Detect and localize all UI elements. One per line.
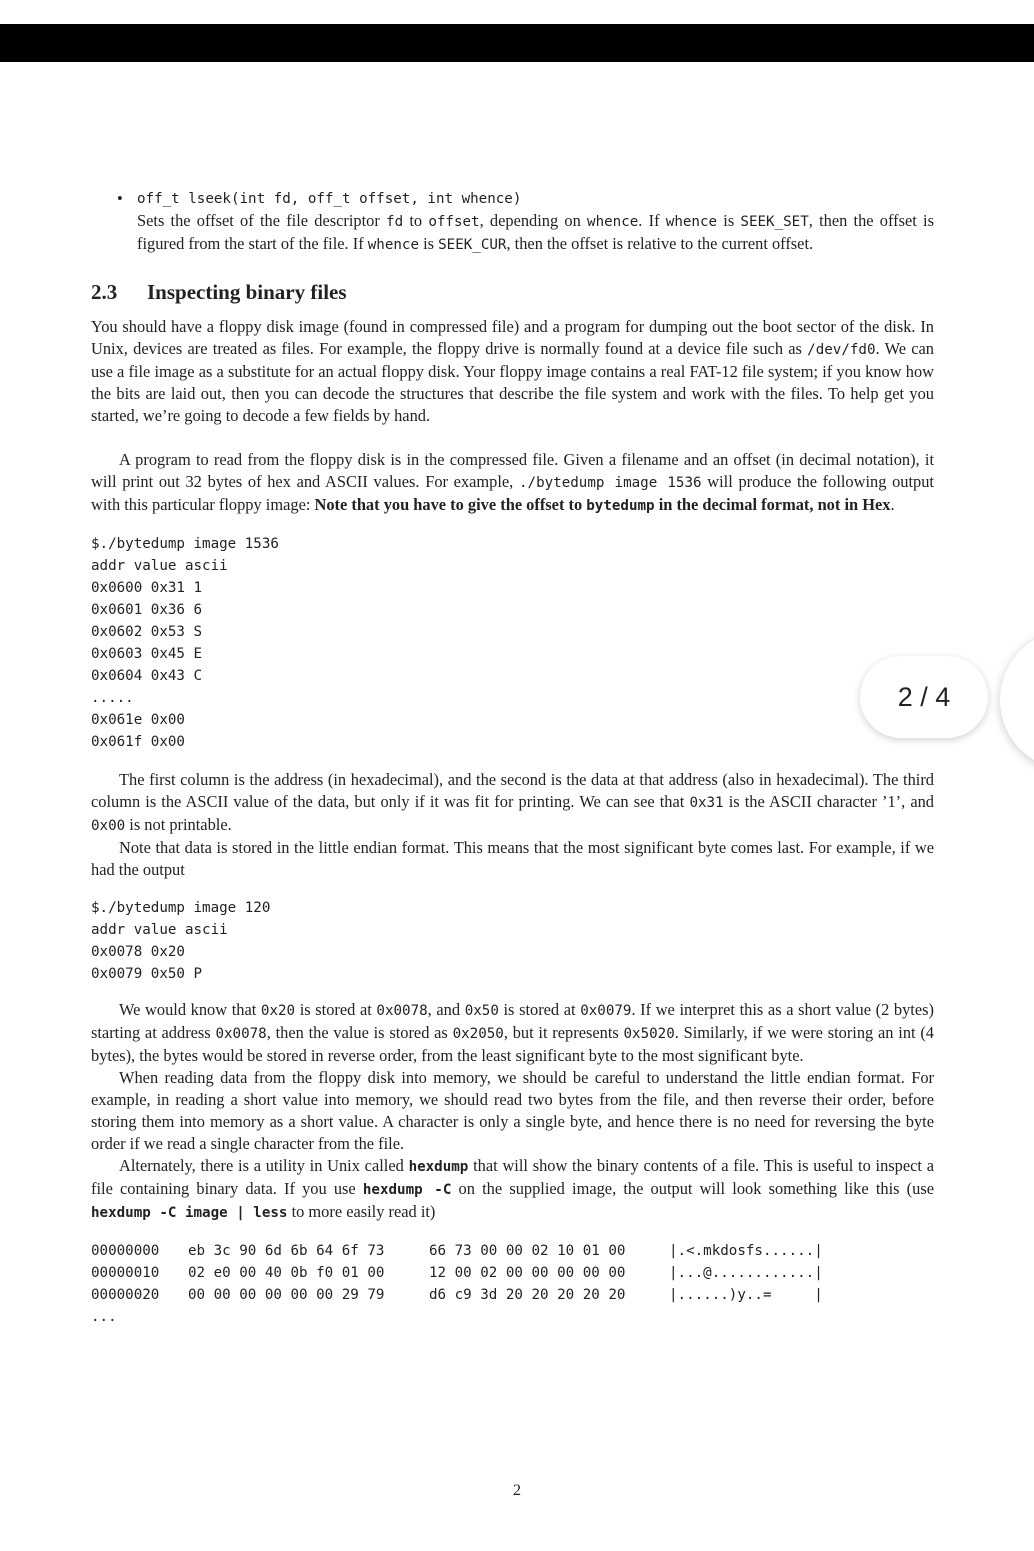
lseek-description [137,210,934,256]
text-run: When reading data from the floppy disk into memory, we should be careful to understand the little endian format. For example, in reading a short value into memory, we should read two bytes from the file, and then reverse their order, before storing them into memory as a short value. A character is only a single byte, and hence there is no need for reversing the byte order if we read a single character from the file. [91,1068,934,1153]
text-run: is [717,211,741,230]
inline-code: 0x50 [464,1003,499,1019]
text-run: , but it represents [503,1023,624,1042]
top-bar-gap [0,0,1034,24]
paragraph-5 [91,999,934,1067]
hexdump-ellipsis: ... [91,1309,117,1325]
text-run: is stored at [498,1000,581,1019]
text-run: We would know that [119,1000,261,1019]
text-run: The first column is the address (in hexadecimal), and the second is the data at that address (also in hexadecimal). The third column is the ASCII value of the data, but only if it was fit for printing. We can see that [91,770,934,811]
text-run: Sets the offset of the file descriptor [137,211,387,230]
bold-text: in the decimal format, not in Hex [654,495,891,514]
text-run: to more easily read it) [287,1202,436,1221]
inline-code: offset [428,214,480,230]
hexdump-address: 00000020 [91,1287,160,1303]
inline-code: SEEK_SET [740,214,809,230]
hexdump-bytes-1: 00 00 00 00 00 00 29 79 [188,1287,385,1303]
inline-code: whence [665,214,718,230]
code-block-1: $./bytedump image 1536 addr value ascii 0x0600 0x31 1 0x0601 0x36 6 0x0602 0x53 S 0x0603 0x45 E 0x0604 0x43 C ..... 0x061e 0x00 0x061f 0x00 [91,536,279,750]
text-run: . If [638,211,666,230]
inline-code: 0x5020 [623,1026,675,1042]
text-run: is [419,234,439,253]
inline-code-bold: hexdump -C image | less [91,1205,288,1221]
inline-code: 0x2050 [452,1026,504,1042]
hexdump-bytes-2: 66 73 00 00 02 10 01 00 [429,1243,626,1259]
inline-code: whence [587,214,639,230]
paragraph-7 [91,1155,934,1224]
page-number: 2 [513,1482,521,1499]
inline-code: ./bytedump image 1536 [518,475,702,491]
paragraph-3 [91,769,934,837]
hexdump-bytes-2: 12 00 02 00 00 00 00 00 [429,1265,626,1281]
text-run: Alternately, there is a utility in Unix called [119,1156,409,1175]
text-run: that will show the binary contents of a file. This is useful to inspect a file containing binary data. If you use [91,1156,934,1198]
bold-text: Note that you have to give the offset to [314,495,587,514]
inline-code: SEEK_CUR [438,237,507,253]
hexdump-ascii: |...@............| [669,1265,823,1281]
text-run: to [403,211,429,230]
hexdump-bytes-1: eb 3c 90 6d 6b 64 6f 73 [188,1243,385,1259]
text-run: A program to read from the floppy disk is in the compressed file. Given a filename and an offset (in decimal notation), it will print out 32 bytes of hex and ASCII values. For example, [91,450,934,491]
inline-code-bold: hexdump -C [362,1182,452,1198]
text-run: , then the offset is relative to the current offset. [506,234,814,253]
inline-code: /dev/fd0 [807,342,876,358]
inline-code: 0x0078 [376,1003,428,1019]
viewer-edge-button[interactable] [1000,630,1034,770]
text-run: , then the value is stored as [266,1023,453,1042]
document-page [91,188,934,1328]
text-run: . [890,495,895,514]
text-run: will produce the following output with this particular floppy image: [91,472,934,514]
inline-code: 0x0079 [580,1003,632,1019]
paragraph-2 [91,449,934,517]
section-title: Inspecting binary files [147,280,347,304]
inline-code: fd [386,214,404,230]
lseek-bullet [91,188,934,256]
text-run: . If we interpret this as a short value (2 bytes) starting at address [91,1000,934,1042]
inline-code: whence [367,237,419,253]
text-run: is not printable. [125,815,232,834]
page-indicator[interactable]: 2 / 4 [860,656,988,738]
hexdump-row [91,1240,934,1262]
hexdump-output [91,1240,934,1328]
code-block-2: $./bytedump image 120 addr value ascii 0x0078 0x20 0x0079 0x50 P [91,900,271,982]
section-heading [91,278,934,306]
paragraph-1 [91,316,934,427]
hexdump-bytes-2: d6 c9 3d 20 20 20 20 20 [429,1287,626,1303]
text-run: , and [427,1000,465,1019]
hexdump-address: 00000000 [91,1243,160,1259]
paragraph-4 [91,837,934,881]
bullet-dot-icon: • [117,189,123,208]
text-run: Note that data is stored in the little endian format. This means that the most significant byte comes last. For example, if we had the output [91,838,934,879]
hexdump-row [91,1262,934,1284]
hexdump-bytes-1: 02 e0 00 40 0b f0 01 00 [188,1265,385,1281]
inline-code-bold: hexdump [408,1159,469,1175]
hexdump-address: 00000010 [91,1265,160,1281]
text-run: . Similarly, if we were storing an int (4 bytes), the bytes would be stored in reverse order, from the least significant byte to the most significant byte. [91,1023,934,1065]
text-run: , then the offset is figured from the start of the file. If [137,211,934,253]
text-run: is the ASCII character ’1’, and [723,792,935,811]
text-run: on the supplied image, the output will look something like this (use [451,1179,934,1198]
text-run: , depending on [479,211,588,230]
inline-code-bold: bytedump [586,498,655,514]
inline-code: 0x20 [260,1003,296,1019]
text-run: You should have a floppy disk image (found in compressed file) and a program for dumping out the boot sector of the disk. In Unix, devices are treated as files. For example, the floppy drive is normally found at a device file such as [91,317,934,358]
top-bar [0,0,1034,62]
hexdump-ascii: |......)y..= | [669,1287,823,1303]
hexdump-ascii: |.<.mkdosfs......| [669,1243,823,1259]
inline-code: 0x31 [689,795,724,811]
section-number: 2.3 [91,280,118,304]
hexdump-row [91,1284,934,1306]
inline-code: 0x0078 [215,1026,267,1042]
paragraph-6 [91,1067,934,1155]
inline-code: 0x00 [91,818,126,834]
text-run: is stored at [295,1000,377,1019]
text-run: . We can use a file image as a substitute for an actual floppy disk. Your floppy image contains a real FAT-12 file system; if you know how the bits are laid out, then you can decode the structures that describe the file system and work with the files. To help get you started, we’re going to decode a few fields by hand. [91,339,934,425]
lseek-signature: off_t lseek(int fd, off_t offset, int whence) [137,191,522,207]
